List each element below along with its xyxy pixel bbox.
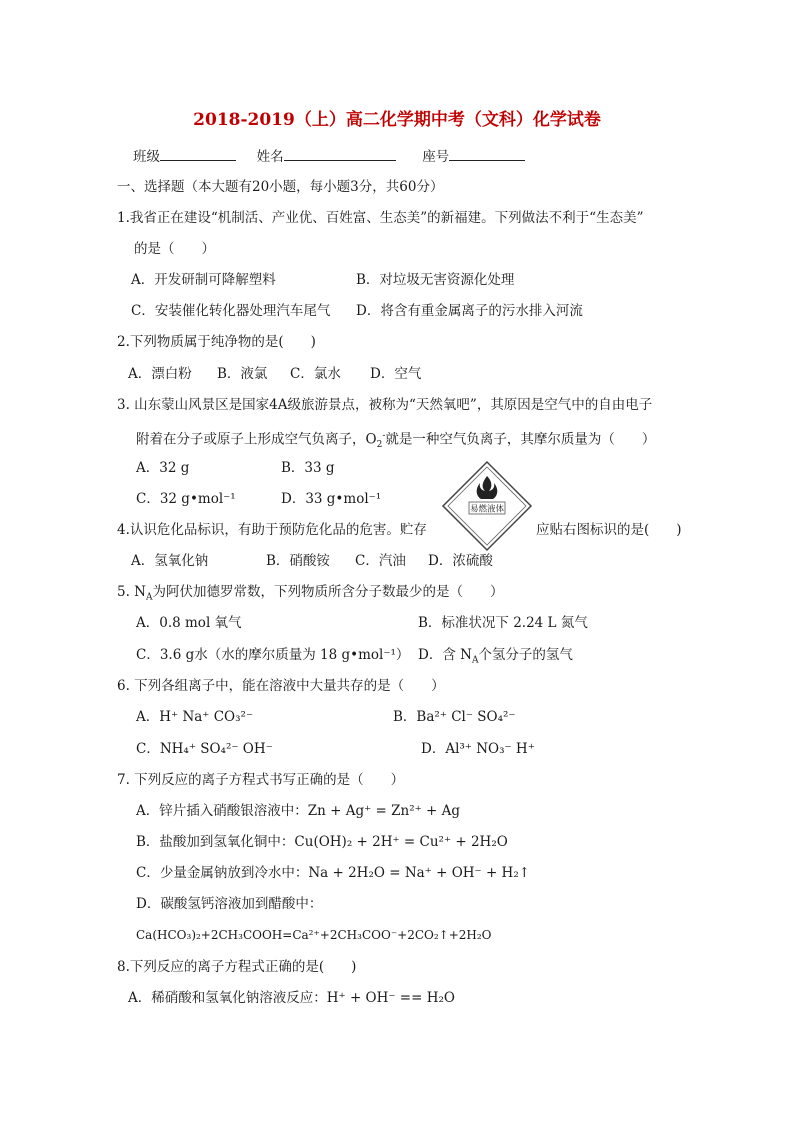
q1-option-c: C．安装催化转化器处理汽车尾气 <box>131 303 331 319</box>
q3-stem-text: 附着在分子或原子上形成空气负离子，O <box>136 431 377 448</box>
q6-option-a: A．H⁺ Na⁺ CO₃²⁻ <box>136 709 254 725</box>
q3-option-c: C．32 g•mol⁻¹ <box>136 491 236 507</box>
q3-stem-text-end: 就是一种空气负离子，其摩尔质量为（ ） <box>385 431 656 448</box>
q3-stem-line1: 3. 山东蒙山风景区是国家4A级旅游景点，被称为“天然氧吧”，其原因是空气中的自由电子 <box>117 397 653 413</box>
q1-option-a: A．开发研制可降解塑料 <box>131 272 276 288</box>
name-blank <box>284 146 396 161</box>
q3-option-a: A．32 g <box>136 460 190 476</box>
class-label: 班级 <box>133 149 160 165</box>
seat-label: 座号 <box>422 149 450 165</box>
q1-stem-line1: 1.我省正在建设“机制活、产业优、百姓富、生态美”的新福建。下列做法不利于“生态美” <box>117 210 644 226</box>
q6-stem: 6. 下列各组离子中，能在溶液中大量共存的是（ ） <box>117 678 445 694</box>
q2-option-b: B．液氯 <box>217 366 268 382</box>
q3-option-b: B．33 g <box>281 460 335 476</box>
q4-option-b: B．硝酸铵 <box>266 553 330 569</box>
q5-option-a: A．0.8 mol 氧气 <box>136 615 242 631</box>
q2-option-a: A．漂白粉 <box>128 366 192 382</box>
seat-blank <box>449 146 525 161</box>
q1-option-b: B．对垃圾无害资源化处理 <box>356 272 515 288</box>
q5-option-d-text: D．含 N <box>418 647 472 663</box>
q7-option-c: C．少量金属钠放到冷水中：Na + 2H₂O = Na⁺ + OH⁻ + H₂↑ <box>136 865 531 881</box>
q2-stem: 2.下列物质属于纯净物的是( ) <box>117 334 316 350</box>
student-info-row <box>133 146 525 166</box>
exam-title: 2018-2019（上）高二化学期中考（文科）化学试卷 <box>193 110 601 130</box>
q2-option-d: D．空气 <box>370 366 422 382</box>
hazard-label: 易燃液体 <box>469 504 505 515</box>
q1-option-d: D．将含有重金属离子的污水排入河流 <box>356 303 583 319</box>
q5-option-b: B．标准状况下 2.24 L 氮气 <box>418 615 588 631</box>
q7-option-b: B．盐酸加到氢氧化铜中：Cu(OH)₂ + 2H⁺ = Cu²⁺ + 2H₂O <box>136 834 508 850</box>
q5-subscript: A <box>145 592 153 603</box>
class-blank <box>160 146 236 161</box>
flammable-liquid-hazard-icon <box>441 460 533 552</box>
q2-option-c: C．氯水 <box>290 366 341 382</box>
q5-option-c: C．3.6 g水（水的摩尔质量为 18 g•mol⁻¹） <box>136 647 410 663</box>
q1-stem-line2: 的是（ ） <box>134 241 215 257</box>
q5-stem <box>117 583 503 607</box>
q3-option-d: D．33 g•mol⁻¹ <box>281 491 382 507</box>
q8-option-a: A．稀硝酸和氢氧化钠溶液反应：H⁺ + OH⁻ == H₂O <box>128 990 455 1006</box>
q3-subscript: 2 <box>376 440 383 451</box>
q4-stem-left: 4.认识危化品标识，有助于预防危化品的危害。贮存 <box>117 522 427 538</box>
q3-stem-line2 <box>136 427 655 454</box>
name-label: 姓名 <box>256 149 284 165</box>
q7-stem: 7. 下列反应的离子方程式书写正确的是（ ） <box>117 772 405 788</box>
q7-option-d-equation: Ca(HCO₃)₂+2CH₃COOH=Ca²⁺+2CH₃COO⁻+2CO₂↑+2H₂O <box>136 928 492 942</box>
q5-option-d-text-end: 个氢分子的氢气 <box>478 647 573 663</box>
q8-stem: 8.下列反应的离子方程式正确的是( ) <box>117 959 357 975</box>
q6-option-b: B．Ba²⁺ Cl⁻ SO₄²⁻ <box>393 709 516 725</box>
q7-option-a: A．锌片插入硝酸银溶液中：Zn + Ag⁺ = Zn²⁺ + Ag <box>136 803 461 819</box>
q5-option-d-subscript: A <box>471 655 479 666</box>
q7-option-d: D．碳酸氢钙溶液加到醋酸中： <box>136 896 323 912</box>
q4-option-a: A．氢氧化钠 <box>131 553 209 569</box>
q4-option-d: D．浓硫酸 <box>428 553 493 569</box>
q5-option-d <box>418 646 573 670</box>
q6-option-d: D．Al³⁺ NO₃⁻ H⁺ <box>421 741 535 757</box>
q5-stem-text-end: 为阿伏加德罗常数，下列物质所含分子数最少的是（ ） <box>152 584 504 600</box>
section-heading: 一、选择题（本大题有20小题，每小题3分，共60分） <box>117 179 444 195</box>
q4-option-c: C．汽油 <box>355 553 406 569</box>
q6-option-c: C．NH₄⁺ SO₄²⁻ OH⁻ <box>136 741 273 757</box>
q3-superscript: - <box>382 431 386 441</box>
q4-stem-right: 应贴右图标识的是( ) <box>536 522 682 538</box>
q5-stem-text: 5. N <box>117 584 146 600</box>
